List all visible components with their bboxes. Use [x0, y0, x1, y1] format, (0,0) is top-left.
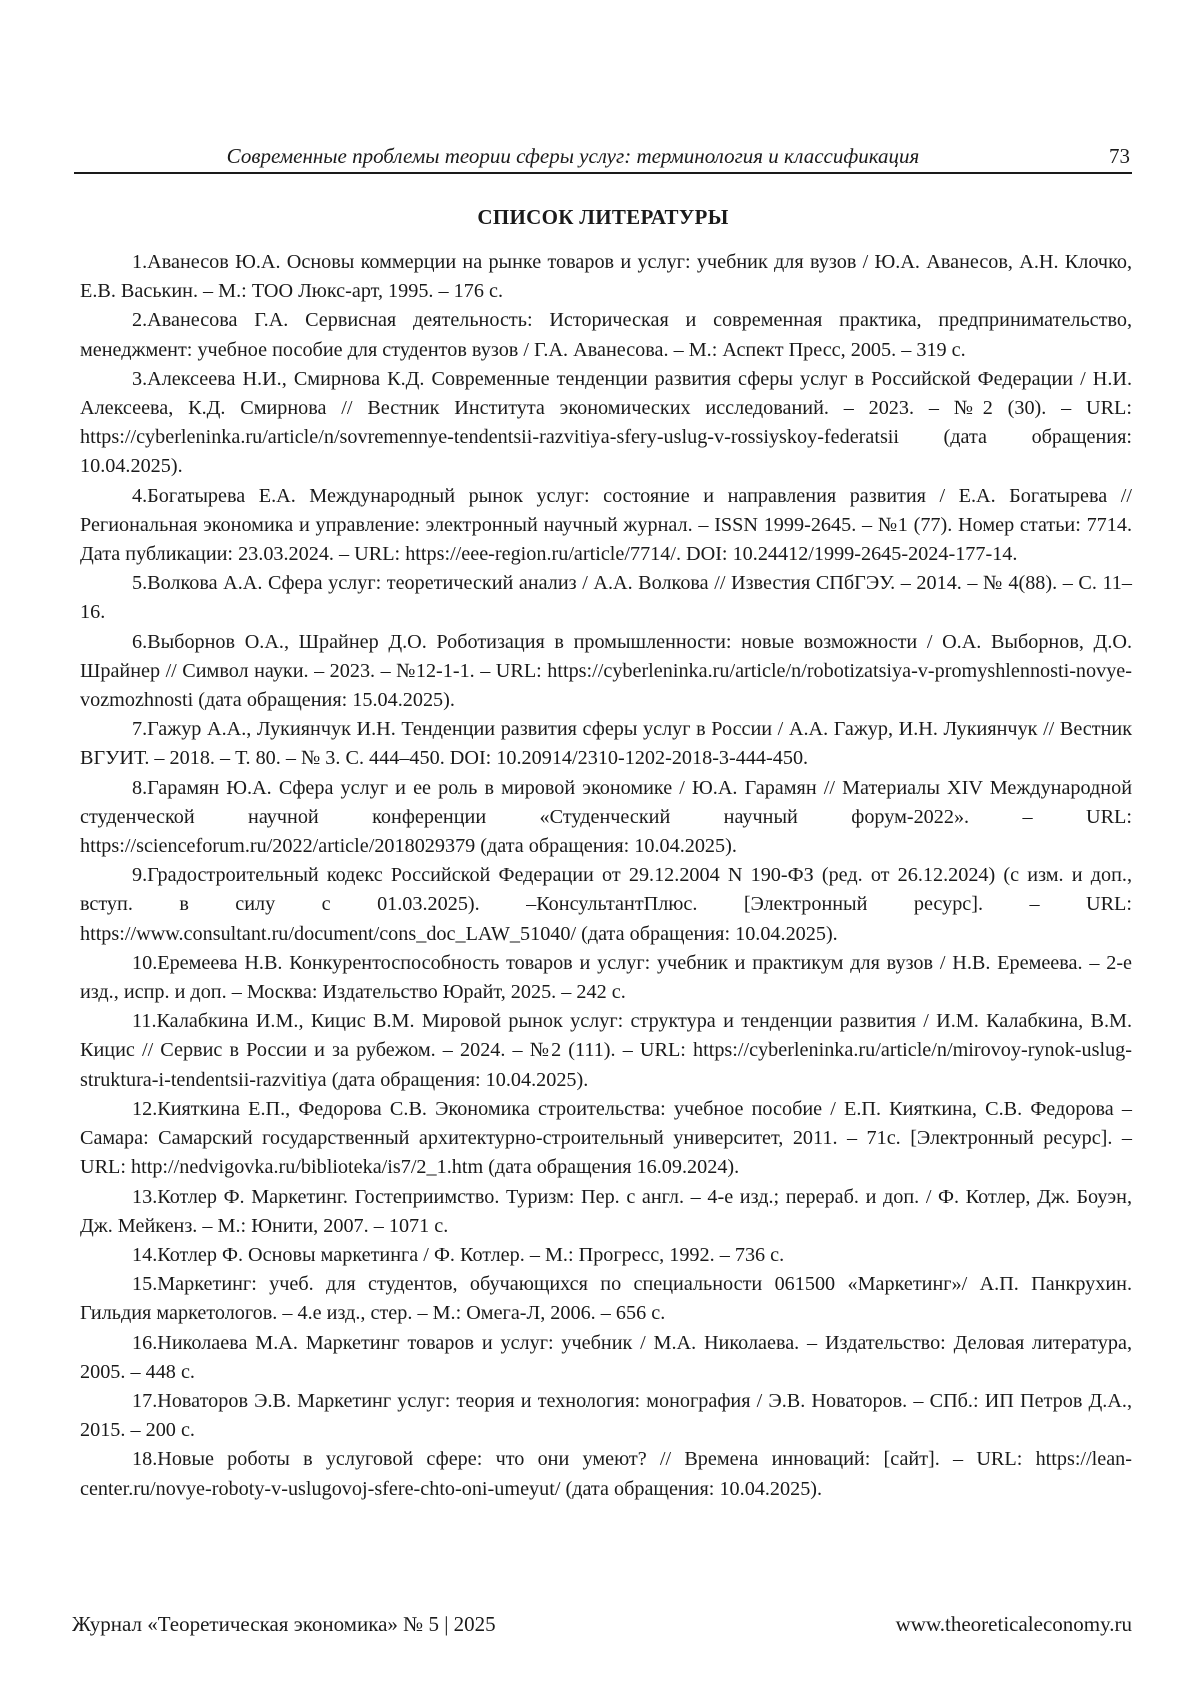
reference-item: 13.Котлер Ф. Маркетинг. Гостеприимство. Туризм: Пер. с англ. – 4-е изд.; перераб. и доп. / Ф. Котлер, Дж. Боуэн, Дж. Мейкенз. – М.: Юнити, 2007. – 1071 с. — [80, 1185, 1132, 1237]
reference-item: 17.Новаторов Э.В. Маркетинг услуг: теория и технология: монография / Э.В. Новаторов. – СПб.: ИП Петров Д.А., 2015. – 200 с. — [80, 1389, 1132, 1442]
reference-item: 1.Аванесов Ю.А. Основы коммерции на рынке товаров и услуг: учебник для вузов / Ю.А. Аванесов, А.Н. Клочко, Е.В. Васькин. – М.: ТОО Люкс-арт, 1995. – 176 с. — [80, 251, 1132, 303]
reference-item: 8.Гарамян Ю.А. Сфера услуг и ее роль в мировой экономике / Ю.А. Гарамян // Материалы XIV Международной студенческой научной конференции «Студенческий научный форум-2022». – URL: https://scienceforum.ru/2022/article/2018029379 (дата обращения: 10.04.2025). — [80, 776, 1132, 858]
reference-list — [80, 248, 1132, 1504]
reference-item: 9.Градостроительный кодекс Российской Федерации от 29.12.2004 N 190-ФЗ (ред. от 26.12.2024) (с изм. и доп., вступ. в силу с 01.03.2025). –КонсультантПлюс. [Электронный ресурс]. – URL: https://www.consultant.ru/document/cons_doc_LAW_51040/ (дата обращения: 10.04.2025). — [80, 864, 1132, 945]
reference-item: 15.Маркетинг: учеб. для студентов, обучающихся по специальности 061500 «Маркетинг»/ А.П. Панкрухин. Гильдия маркетологов. – 4.е изд., стер. – М.: Омега-Л, 2006. – 656 с. — [80, 1273, 1132, 1325]
reference-item: 10.Еремеева Н.В. Конкурентоспособность товаров и услуг: учебник и практикум для вузов / Н.В. Еремеева. – 2-е изд., испр. и доп. – Москва: Издательство Юрайт, 2025. – 242 с. — [80, 951, 1132, 1004]
reference-item: 16.Николаева М.А. Маркетинг товаров и услуг: учебник / М.А. Николаева. – Издательство: Деловая литература, 2005. – 448 с. — [80, 1331, 1132, 1383]
footer-journal: Журнал «Теоретическая экономика» № 5 | 2025 — [72, 1612, 496, 1636]
reference-item: 11.Калабкина И.М., Кицис В.М. Мировой рынок услуг: структура и тенденции развития / И.М. Калабкина, В.М. Кицис // Сервис в России и за рубежом. – 2024. – №2 (111). – URL: https://cyberleninka.ru/article/n/mirovoy-rynok-uslug-struktura-i-tendentsii-razvitiya (дата обращения: 10.04.2025). — [80, 1010, 1132, 1091]
reference-item: 18.Новые роботы в услуговой сфере: что они умеют? // Времена инноваций: [сайт]. – URL: https://lean-center.ru/novye-roboty-v-uslugovoj-sfere-chto-oni-umeyut/ (дата обращения: 10.04.2025). — [80, 1448, 1132, 1500]
reference-item: 2.Аванесова Г.А. Сервисная деятельность: Историческая и современная практика, предпринимательство, менеджмент: учебное пособие для студентов вузов / Г.А. Аванесова. – М.: Аспект Пресс, 2005. – 319 с. — [80, 309, 1132, 361]
running-title: Современные проблемы теории сферы услуг: терминология и классификация — [226, 144, 920, 168]
reference-item: 7.Гажур А.А., Лукиянчук И.Н. Тенденции развития сферы услуг в России / А.А. Гажур, И.Н. Лукиянчук // Вестник ВГУИТ. – 2018. – Т. 80. – № 3. С. 444–450. DOI: 10.20914/2310-1202-2018-3-444-450. — [80, 718, 1132, 770]
page-number: 73 — [1109, 144, 1130, 168]
reference-item: 12.Кияткина Е.П., Федорова С.В. Экономика строительства: учебное пособие / Е.П. Кияткина, С.В. Федорова – Самара: Самарский государственный архитектурно-строительный университет, 2011. – 71с. [Электронный ресурс]. – URL: http://nedvigovka.ru/biblioteka/is7/2_1.htm (дата обращения 16.09.2024). — [80, 1097, 1132, 1179]
reference-item: 6.Выборнов О.А., Шрайнер Д.О. Роботизация в промышленности: новые возможности / О.А. Выборнов, Д.О. Шрайнер // Символ науки. – 2023. – №12-1-1. – URL: https://cyberleninka.ru/article/n/robotizatsiya-v-promyshlennosti-novye-vozmozhnosti (дата обращения: 15.04.2025). — [80, 630, 1132, 712]
section-title: СПИСОК ЛИТЕРАТУРЫ — [477, 205, 729, 229]
reference-item: 4.Богатырева Е.А. Международный рынок услуг: состояние и направления развития / Е.А. Богатырева // Региональная экономика и управление: электронный научный журнал. – ISSN 1999-2645. – №1 (77). Номер статьи: 7714. Дата публикации: 23.03.2024. – URL: https://eee-region.ru/article/7714/. DOI: 10.24412/1999-2645-2024-177-14. — [80, 484, 1132, 566]
reference-item: 5.Волкова А.А. Сфера услуг: теоретический анализ / А.А. Волкова // Известия СПбГЭУ. – 2014. – № 4(88). – С. 11–16. — [80, 572, 1132, 624]
reference-item: 14.Котлер Ф. Основы маркетинга / Ф. Котлер. – М.: Прогресс, 1992. – 736 с. — [132, 1243, 785, 1266]
running-header — [74, 140, 1132, 174]
reference-item: 3.Алексеева Н.И., Смирнова К.Д. Современные тенденции развития сферы услуг в Российской Федерации / Н.И. Алексеева, К.Д. Смирнова // Вестник Института экономических исследований. – 2023. – №2 (30). – URL: https://cyberleninka.ru/article/n/sovremennye-tendentsii-razvitiya-sfery-uslug-v-rossiyskoy-federatsii (дата обращения: 10.04.2025). — [80, 367, 1132, 478]
footer-website: www.theoreticaleconomy.ru — [895, 1612, 1132, 1636]
